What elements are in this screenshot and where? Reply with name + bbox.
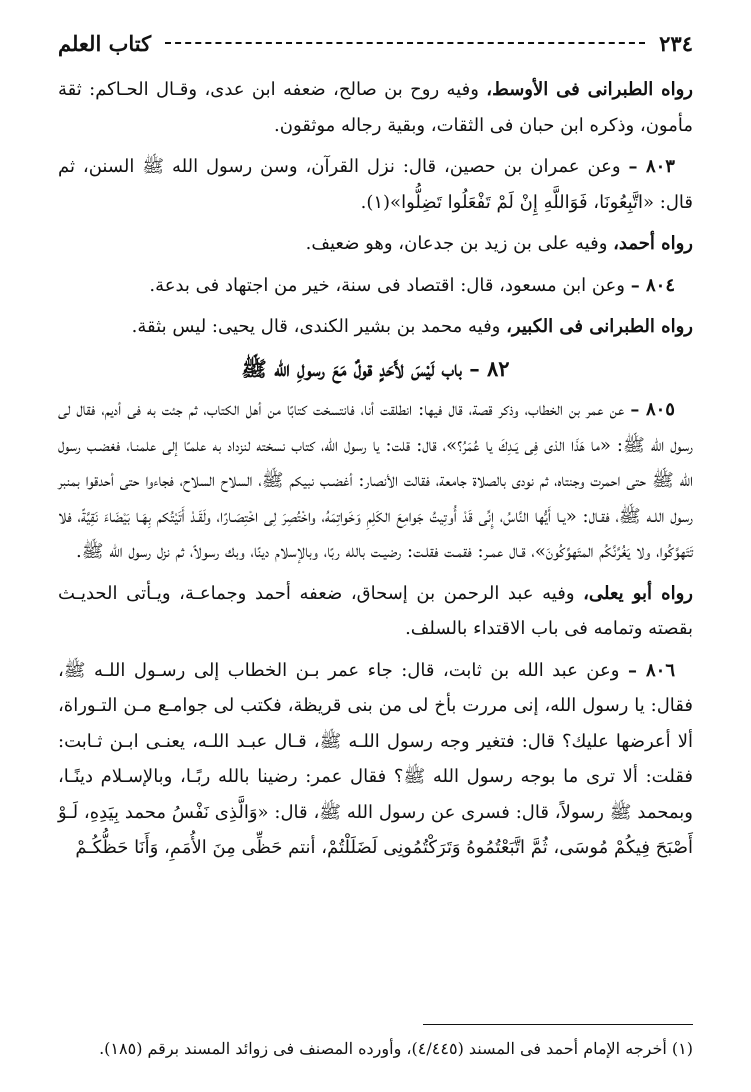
hadith-number: ٨٠٣ –: [628, 156, 675, 177]
source-label: رواه أبو يعلى،: [583, 582, 693, 604]
hadith-804: [58, 268, 693, 304]
paragraph-text: وفيه روح بن صالح، ضعفه ابن عدى، وقـال الحـاكم: ثقة مأمون، وذكره ابن حبان فى الثقات، وبقية رجاله موثقون.: [58, 79, 693, 136]
page-number: ٢٣٤: [659, 30, 693, 56]
source-label: رواه الطبرانى فى الكبير،: [506, 316, 693, 337]
hadith-805: [58, 392, 693, 570]
footnote: (١) أخرجه الإمام أحمد فى المسند (٤/٤٤٥)، وأورده المصنف فى زوائد المسند برقم (١٨٥).: [99, 1039, 693, 1058]
source-label: رواه الطبرانى فى الأوسط،: [486, 79, 693, 100]
paragraph-text: وفيه محمد بن بشير الكندى، قال يحيى: ليس بثقة.: [131, 316, 501, 337]
paragraph-source-abu-yala: [58, 576, 693, 647]
book-title: كتاب العلم: [58, 30, 152, 56]
page-header: [58, 28, 693, 58]
paragraph-source-ahmad: [58, 226, 693, 262]
hadith-number: ٨٠٤ –: [630, 274, 675, 296]
hadith-text: وعن عبد الله بن ثابت، قال: جاء عمر بـن الخطاب إلى رسـول اللـه ﷺ، فقال: يا رسول الله، إنى مررت بأخ لى من بنى قريظة، فكتب لى جوامـع مـن التـوراة، ألا أعرضها عليك؟ قال: فتغير وجه رسول اللـه ﷺ، قـال عبـد اللـه، يعنـى ابـن ثـابت: فقلت: ألا ترى ما بوجه رسول الله ﷺ؟ فقال عمر: رضينا بالله ربًـا، وبالإسـلام دينًـا، وبمحمد ﷺ رسولاً، قال: فسرى عن رسول الله ﷺ، قال: «وَالَّذِى نَفْسُ محمد بِيَدِهِ، لَـوْ أَصْبَحَ فِيكُمْ مُوسَى، ثُمَّ اتَّبَعْتُمُوهُ وَتَرَكْتُمُونِى لَضَلَلْتُمْ، أنتم حَظِّى مِنَ الأُمَمِ، وَأَنَا حَظُّكُـمْ: [58, 659, 693, 858]
hadith-text: وعن عمران بن حصين، قال: نزل القرآن، وسن رسول الله ﷺ السنن، ثم قال: «اتَّبِعُونَا، فَوَاللَّهِ إِنْ لَمْ تَفْعَلُوا تَضِلُّوا»(١).: [58, 156, 693, 213]
hadith-text: وعن ابن مسعود، قال: اقتصاد فى سنة، خير من اجتهاد فى بدعة.: [149, 274, 625, 296]
page-body: [58, 72, 693, 872]
hadith-text: عن عمر بن الخطاب، وذكر قصة، قال فيها: انطلقت أنا، فانتسخت كتابًا من أهل الكتاب، ثم جئت به فى أديم، فقال لى رسول الله ﷺ: «ما هَذَا الذى فِى يَـدِكَ يا عُمَرُ؟»، قال: قلت: يا رسول الله، كتاب نسخته لنزداد به علمـًا إلى علمنـا، فغضـب رسول الله ﷺ حتى احمرت وجنتاه، ثم نودى بالصلاة جامعة، فقالت الأنصار: أغضـب نبيكم ﷺ، السلاح السلاح، فجاءوا حتى أحدقوا بمنبر رسول اللـه ﷺ، فقـال: «يـا أَيُّها النَّاسُ، إِنِّى قَدْ أُوتِيتُ جَوامِعَ الكَلِمِ وَخَواتِمَهُ، واخْتُصِرَ لِى اخْتِصَـارًا، ولَقَـدْ أَتَيْتُكم بِهَـا بَيْضَاءَ نَقِيَّةً، فلا تَتَهوَّكُوا، ولا يَغُرَّنَّكُم المتَهوِّكُونَ»، قـال عمـر: فقمـت فقلـت: رضيـت بالله ربًا، وبالإسلام دينًا، وبك رسولاً، ثم نزل رسول الله ﷺ.: [58, 399, 693, 562]
paragraph-text: وفيه عبد الرحمن بن إسحاق، ضعفه أحمد وجماعـة، ويـأتى الحديـث بقصته وتمامه فى باب الاقتداء بالسلف.: [58, 582, 693, 639]
hadith-803: [58, 149, 693, 220]
paragraph-source-kabir: [58, 309, 693, 345]
hadith-number: ٨٠٦ –: [627, 659, 675, 681]
paragraph-text: وفيه على بن زيد بن جدعان، وهو ضعيف.: [305, 233, 608, 254]
header-rule: [165, 42, 645, 44]
footnote-separator: [423, 1024, 693, 1025]
chapter-heading: ٨٢ – باب لَيْسَ لأَحَدٍ قولٌ مَعَ رسولِ الله ﷺ: [241, 355, 510, 381]
paragraph-source-ausat: [58, 72, 693, 143]
source-label: رواه أحمد،: [613, 233, 693, 254]
hadith-number: ٨٠٥ –: [630, 399, 675, 420]
hadith-806: [58, 653, 693, 866]
